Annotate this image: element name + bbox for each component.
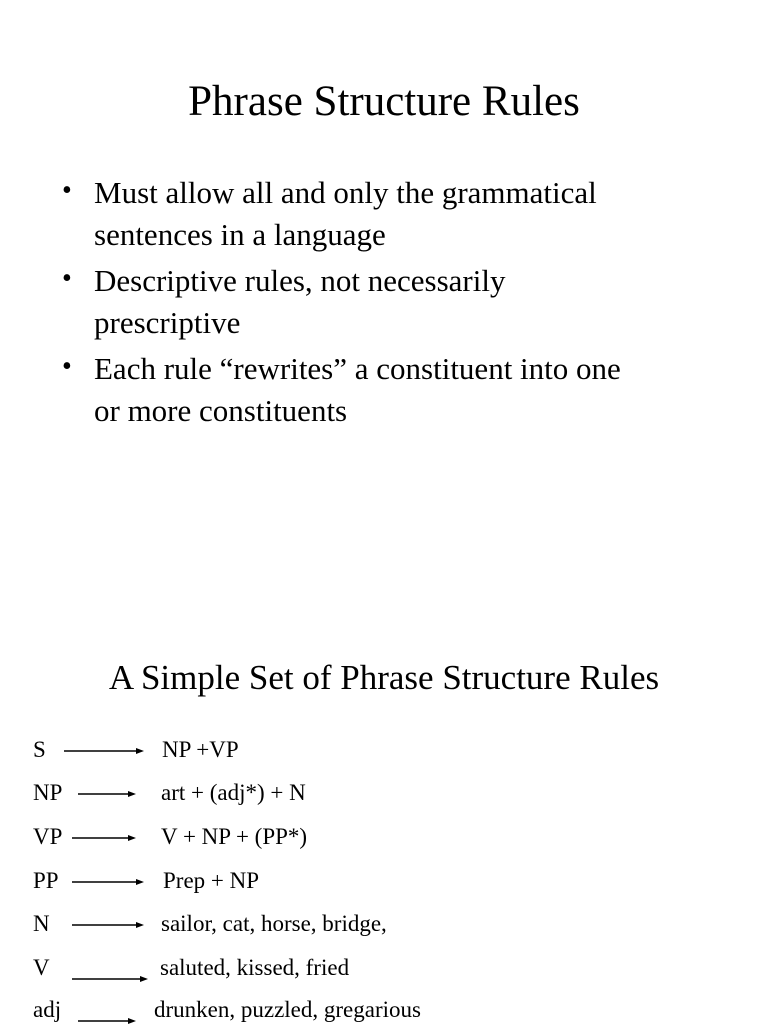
bullet-item: [62, 260, 722, 344]
right-arrow-icon: [72, 919, 144, 931]
rule-rhs: drunken, puzzled, gregarious: [154, 997, 421, 1022]
bullet-dot-icon: •: [62, 263, 72, 294]
right-arrow-icon: [64, 745, 144, 757]
rule-row: [0, 777, 768, 809]
rule-lhs: adj: [33, 997, 62, 1022]
bullet-line-1: Descriptive rules, not necessarily: [94, 263, 506, 298]
rule-row: [0, 734, 768, 766]
rule-lhs: S: [33, 737, 46, 762]
rule-lhs: N: [33, 911, 50, 936]
bullet-dot-icon: •: [62, 351, 72, 382]
rule-row: [0, 952, 768, 984]
right-arrow-icon: [72, 876, 144, 888]
slide-2: [0, 600, 768, 1024]
right-arrow-icon: [78, 788, 136, 800]
bullet-line-2: sentences in a language: [94, 217, 386, 252]
rule-rhs: sailor, cat, horse, bridge,: [161, 911, 387, 936]
bullet-item: [62, 172, 722, 256]
rule-rhs: Prep + NP: [163, 868, 260, 893]
bullet-list: [62, 172, 722, 436]
rule-lhs: NP: [33, 780, 63, 805]
slide-2-title: A Simple Set of Phrase Structure Rules: [108, 658, 660, 697]
rule-rhs: V + NP + (PP*): [161, 824, 308, 849]
rule-lhs: VP: [33, 824, 63, 849]
slide-1-title: Phrase Structure Rules: [188, 78, 580, 125]
rule-row: [0, 994, 768, 1026]
rule-row: [0, 908, 768, 940]
rule-rhs: NP +VP: [162, 737, 239, 762]
bullet-line-1: Each rule “rewrites” a constituent into one: [94, 351, 621, 386]
rule-rhs: art + (adj*) + N: [161, 780, 306, 805]
rule-rhs: saluted, kissed, fried: [160, 955, 350, 980]
bullet-dot-icon: •: [62, 175, 72, 206]
bullet-line-2: prescriptive: [94, 305, 241, 340]
rule-row: [0, 821, 768, 853]
rule-lhs: PP: [33, 868, 59, 893]
right-arrow-icon: [72, 832, 136, 844]
rule-row: [0, 865, 768, 897]
right-arrow-icon: [78, 1015, 136, 1027]
rule-lhs: V: [33, 955, 50, 980]
bullet-line-2: or more constituents: [94, 393, 348, 428]
right-arrow-icon: [72, 973, 148, 985]
bullet-line-1: Must allow all and only the grammatical: [94, 175, 597, 210]
bullet-item: [62, 348, 722, 432]
rules-list: [0, 600, 768, 1024]
